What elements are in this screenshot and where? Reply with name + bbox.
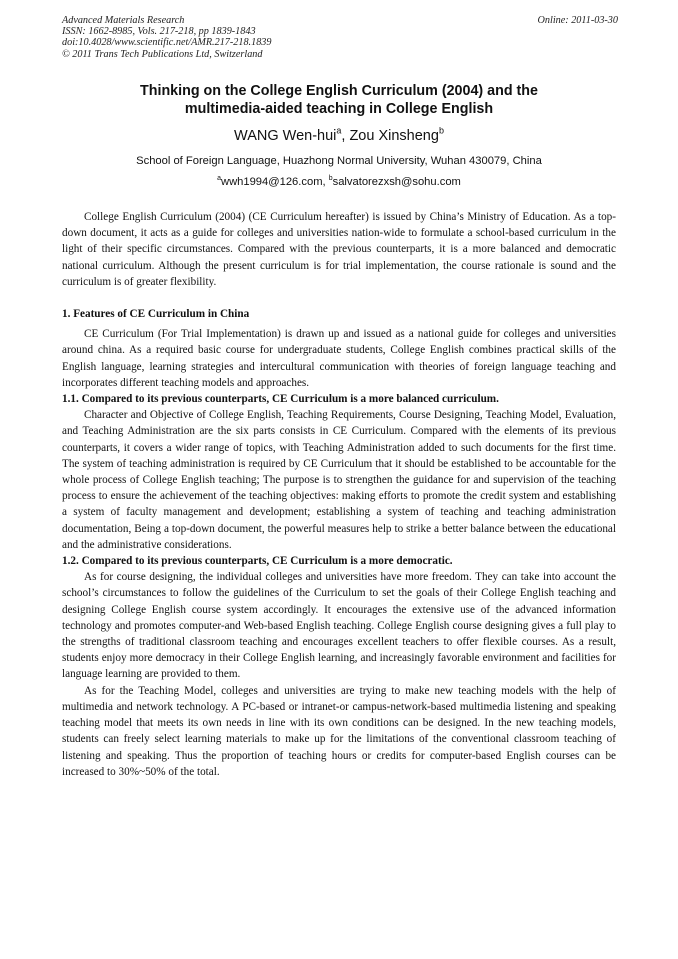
- abstract-paragraph: College English Curriculum (2004) (CE Curriculum hereafter) is issued by China’s Ministry of Education. As a top-down document, it acts as a guide for colleges and universities nation-wide to formulate a school-based curriculum in the light of their specific circumstances. Compared with the previous counterparts, it is a more balanced and democratic national curriculum. Although the present curriculum is for trial implementation, the course rationale is sound and the curriculum is of greater flexibility.: [62, 211, 616, 288]
- paper-title: [60, 82, 618, 118]
- email-2-mark: b: [328, 174, 333, 182]
- section-1-2-paragraph-1: As for course designing, the individual colleges and universities have more freedom. They can take into account the school’s circumstances to follow the guidelines of the Curriculum to set the goals of their College English teaching and designing College English course system accordingly. It encourages the extensive use of the advanced information technology and promotes computer-and Web-based English teaching. College English course designing gives a full play to the strengths of traditional classroom teaching and encourages excellent teachers to offer flexible courses. As a result, students enjoy more democracy in their College English learning, and increasingly favorable environment and facilities for language learning are provided to them.: [62, 571, 616, 681]
- section-1-2-heading: 1.2. Compared to its previous counterparts, CE Curriculum is a more democratic.: [62, 555, 453, 568]
- online-date: Online: 2011-03-30: [537, 15, 618, 26]
- title-line-1: Thinking on the College English Curriculum (2004) and the: [140, 83, 538, 99]
- author-list: [60, 126, 618, 146]
- email-separator: ,: [322, 176, 329, 188]
- affiliation: School of Foreign Language, Huazhong Normal University, Wuhan 430079, China: [136, 155, 542, 167]
- author-1: WANG Wen-hui: [234, 128, 337, 144]
- section-1-1-heading: 1.1. Compared to its previous counterparts, CE Curriculum is a more balanced curriculum.: [62, 393, 499, 406]
- section-1-paragraph: CE Curriculum (For Trial Implementation) is drawn up and issued as a national guide for colleges and universities around china. As a required basic course for undergraduate students, College English combines practical skills of the English language, learning strategies and intercultural communication with theories of foreign language teaching and incorporates different teaching models and approaches.: [62, 328, 616, 389]
- email-1: wwh1994@126.com: [220, 176, 323, 188]
- issn-line: ISSN: 1662-8985, Vols. 217-218, pp 1839-1843: [62, 26, 256, 38]
- doi-line: doi:10.4028/www.scientific.net/AMR.217-218.1839: [62, 37, 272, 49]
- journal-name: Advanced Materials Research: [62, 15, 185, 26]
- section-1-2-paragraph-2: As for the Teaching Model, colleges and universities are trying to make new teaching models with the help of multimedia and network technology. A PC-based or intranet-or campus-network-based multimedia listening and speaking teaching model that meets its own needs in line with its own conditions can be designed. In the new teaching models, students can freely select learning materials to make up for the limitations of the conventional classroom teaching of listening and speaking. Thus the proportion of teaching hours or credits for computer-based English courses can be increased to 30%~50% of the total.: [62, 684, 616, 778]
- author-2: Zou Xinsheng: [349, 128, 439, 144]
- copyright-line: © 2011 Trans Tech Publications Ltd, Switzerland: [62, 48, 263, 60]
- section-1-heading: 1. Features of CE Curriculum in China: [62, 308, 250, 321]
- author-separator: ,: [341, 128, 350, 144]
- email-1-mark: a: [217, 174, 221, 182]
- author-2-affil-mark: b: [438, 125, 444, 136]
- section-1-1-paragraph: Character and Objective of College English, Teaching Requirements, Course Designing, Teaching Model, Evaluation, and Teaching Administration are the six parts consists in CE Curriculum. Compared with the elements of its previous counterparts, it covers a wider range of topics, with Teaching Administration added to such documents for the first time. The system of teaching administration is required by CE Curriculum that it should be established to be accountable for the whole process of College English teaching; The purpose is to strengthen the guidance for and supervision of the teaching process to ensure the achievement of the teaching objectives: making efforts to promote the credit system and establishing a system of faculty management and development; establishing a system of teaching and teaching administration documentation, Being a top-down document, the powerful measures help to strike a better balance between the educational and the administrative considerations.: [62, 409, 616, 551]
- title-line-2: multimedia-aided teaching in College English: [184, 101, 494, 117]
- email-list: [60, 175, 618, 190]
- paper-body: [62, 209, 616, 780]
- email-2: salvatorezxsh@sohu.com: [332, 176, 461, 188]
- running-header: [62, 15, 618, 60]
- author-1-affil-mark: a: [336, 125, 342, 136]
